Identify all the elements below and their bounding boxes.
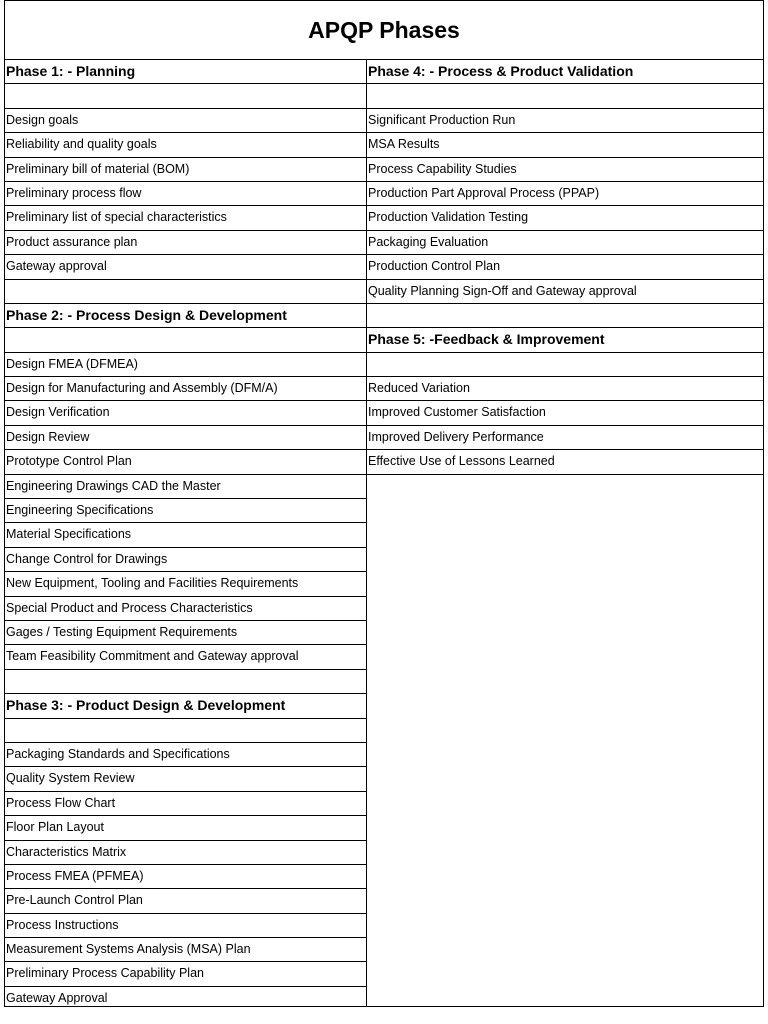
list-item: Design Verification — [5, 401, 366, 425]
list-item: Characteristics Matrix — [5, 841, 366, 865]
empty-cell — [5, 280, 366, 304]
phase-header: Phase 5: -Feedback & Improvement — [367, 328, 763, 352]
list-item: Process Capability Studies — [367, 158, 763, 182]
empty-cell — [5, 84, 366, 108]
list-item: New Equipment, Tooling and Facilities Requirements — [5, 572, 366, 596]
list-item: Design for Manufacturing and Assembly (DFM/A) — [5, 377, 366, 401]
list-item: Team Feasibility Commitment and Gateway approval — [5, 645, 366, 669]
list-item: Design Review — [5, 426, 366, 450]
empty-cell — [5, 670, 366, 694]
list-item: Reliability and quality goals — [5, 133, 366, 157]
list-item: Process Flow Chart — [5, 792, 366, 816]
list-item: Effective Use of Lessons Learned — [367, 450, 763, 474]
list-item: Special Product and Process Characteristics — [5, 597, 366, 621]
list-item: Reduced Variation — [367, 377, 763, 401]
left-column — [5, 60, 366, 1011]
list-item: Change Control for Drawings — [5, 548, 366, 572]
list-item: Engineering Specifications — [5, 499, 366, 523]
phase-header: Phase 2: - Process Design & Development — [5, 304, 366, 328]
list-item: Improved Delivery Performance — [367, 426, 763, 450]
list-item: Design goals — [5, 109, 366, 133]
page-title: APQP Phases — [5, 1, 763, 60]
list-item: Material Specifications — [5, 523, 366, 547]
list-item: Engineering Drawings CAD the Master — [5, 475, 366, 499]
list-item: Quality Planning Sign-Off and Gateway approval — [367, 280, 763, 304]
list-item: Preliminary Process Capability Plan — [5, 962, 366, 986]
empty-cell — [367, 84, 763, 108]
empty-cell — [367, 353, 763, 377]
list-item: Process Instructions — [5, 914, 366, 938]
list-item: Significant Production Run — [367, 109, 763, 133]
list-item: Quality System Review — [5, 767, 366, 791]
list-item: Preliminary process flow — [5, 182, 366, 206]
list-item: Preliminary bill of material (BOM) — [5, 158, 366, 182]
list-item: Improved Customer Satisfaction — [367, 401, 763, 425]
list-item: Preliminary list of special characteristics — [5, 206, 366, 230]
list-item: Floor Plan Layout — [5, 816, 366, 840]
list-item: Gateway Approval — [6, 990, 108, 1005]
list-item: Measurement Systems Analysis (MSA) Plan — [5, 938, 366, 962]
right-column — [366, 60, 763, 1006]
list-item: Gages / Testing Equipment Requirements — [5, 621, 366, 645]
list-item: MSA Results — [367, 133, 763, 157]
list-item: Design FMEA (DFMEA) — [5, 353, 366, 377]
list-item: Packaging Evaluation — [367, 231, 763, 255]
list-item: Packaging Standards and Specifications — [5, 743, 366, 767]
phase-header: Phase 3: - Product Design & Development — [5, 694, 366, 718]
list-item: Production Validation Testing — [367, 206, 763, 230]
phase-header: Phase 4: - Process & Product Validation — [367, 60, 763, 84]
list-item: Production Part Approval Process (PPAP) — [367, 182, 763, 206]
empty-cell — [5, 719, 366, 743]
phase-header: Phase 1: - Planning — [5, 60, 366, 84]
list-item: Gateway approval — [5, 255, 366, 279]
apqp-table — [4, 0, 764, 1007]
empty-cell — [367, 304, 763, 328]
list-item: Production Control Plan — [367, 255, 763, 279]
empty-cell — [5, 328, 366, 352]
list-item: Process FMEA (PFMEA) — [5, 865, 366, 889]
list-item: Prototype Control Plan — [5, 450, 366, 474]
list-item: Pre-Launch Control Plan — [5, 889, 366, 913]
list-item: Product assurance plan — [5, 231, 366, 255]
